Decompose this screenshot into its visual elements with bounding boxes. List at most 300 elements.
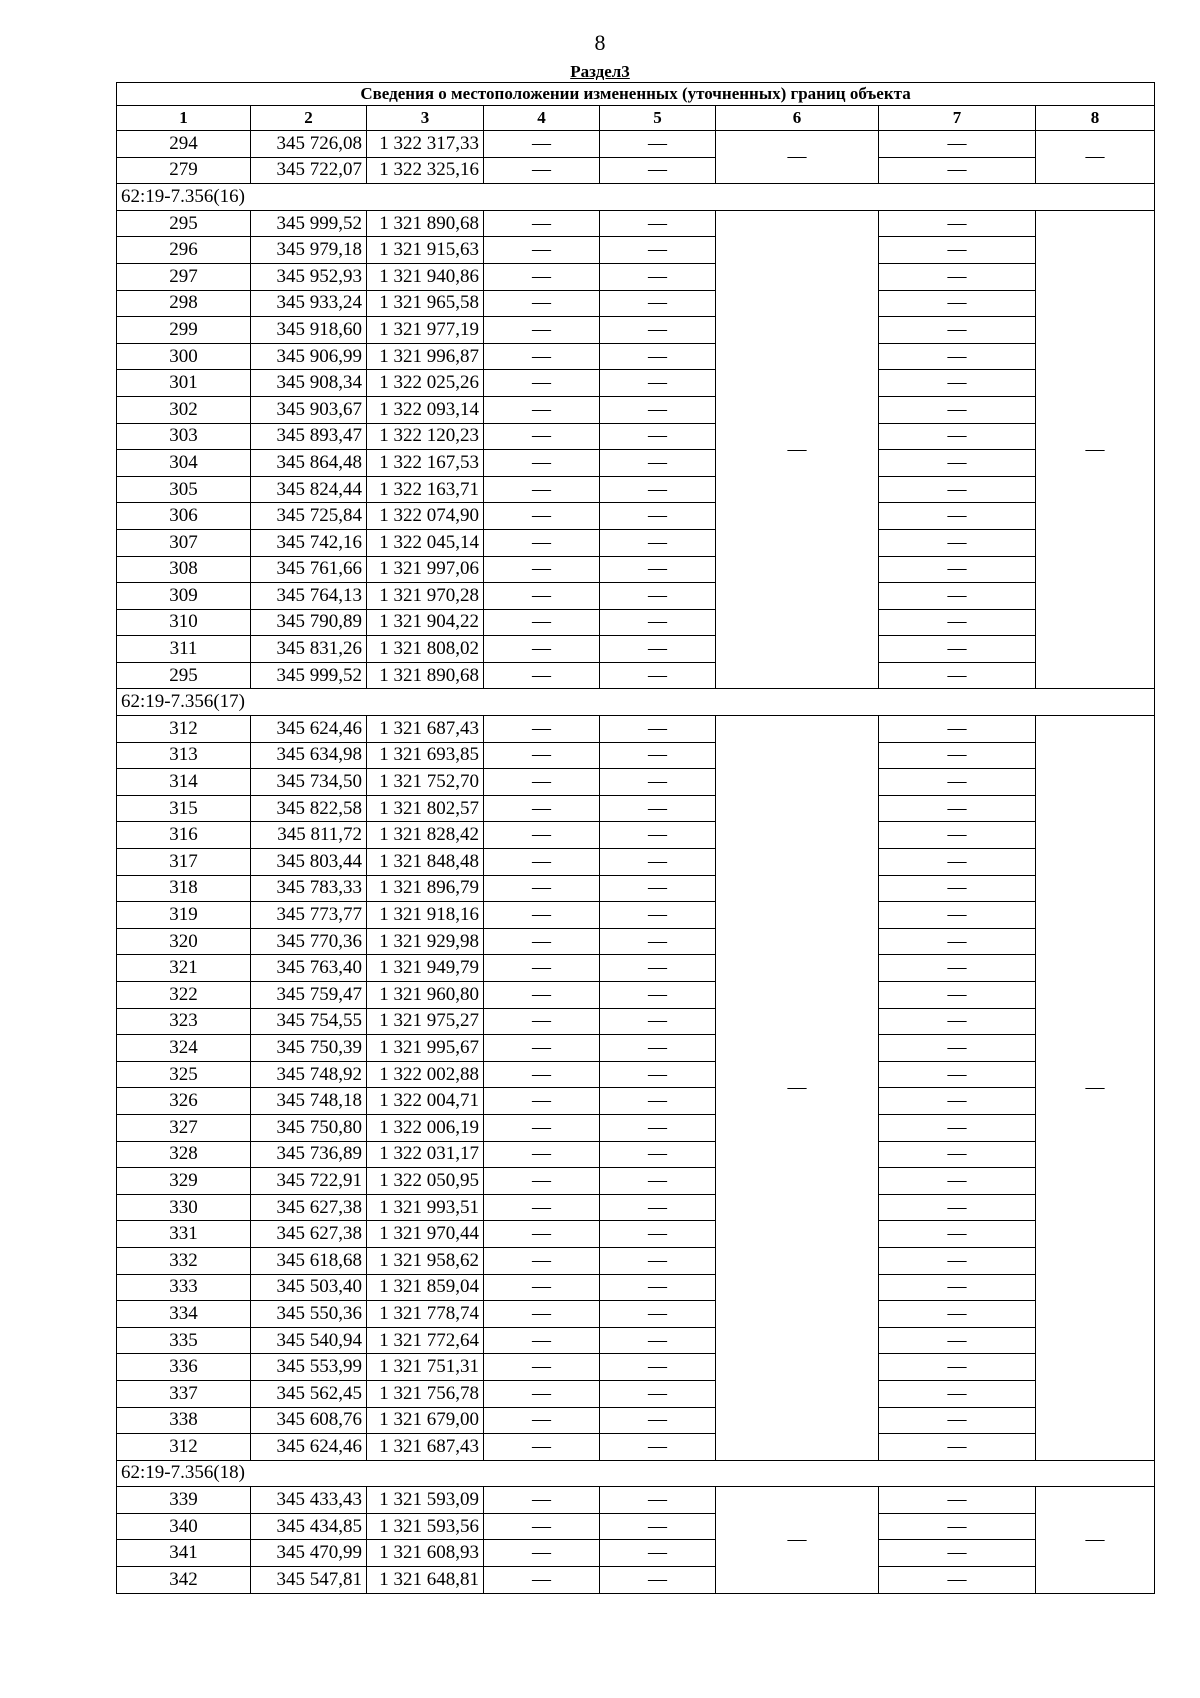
column-4-cell: — bbox=[484, 822, 600, 849]
table-row bbox=[117, 1487, 1155, 1514]
column-5-cell: — bbox=[600, 1487, 716, 1514]
column-5-cell: — bbox=[600, 1035, 716, 1062]
column-4-cell: — bbox=[484, 583, 600, 610]
column-4-cell: — bbox=[484, 476, 600, 503]
x-coordinate-cell: 345 624,46 bbox=[251, 716, 367, 743]
table-row bbox=[117, 370, 1155, 397]
x-coordinate-cell: 345 822,58 bbox=[251, 795, 367, 822]
y-coordinate-cell: 1 321 970,44 bbox=[367, 1221, 484, 1248]
column-7-cell: — bbox=[879, 742, 1036, 769]
x-coordinate-cell: 345 952,93 bbox=[251, 263, 367, 290]
table-row bbox=[117, 396, 1155, 423]
x-coordinate-cell: 345 627,38 bbox=[251, 1221, 367, 1248]
column-4-cell: — bbox=[484, 1274, 600, 1301]
x-coordinate-cell: 345 553,99 bbox=[251, 1354, 367, 1381]
column-5-cell: — bbox=[600, 1141, 716, 1168]
table-row bbox=[117, 157, 1155, 184]
column-7-cell: — bbox=[879, 822, 1036, 849]
column-4-cell: — bbox=[484, 1194, 600, 1221]
column-8-merged-cell: — bbox=[1036, 716, 1155, 1461]
column-4-cell: — bbox=[484, 742, 600, 769]
point-number-cell: 311 bbox=[117, 636, 251, 663]
column-4-cell: — bbox=[484, 928, 600, 955]
column-4-cell: — bbox=[484, 1061, 600, 1088]
column-number: 8 bbox=[1036, 106, 1155, 131]
table-row bbox=[117, 529, 1155, 556]
x-coordinate-cell: 345 742,16 bbox=[251, 529, 367, 556]
y-coordinate-cell: 1 321 859,04 bbox=[367, 1274, 484, 1301]
point-number-cell: 328 bbox=[117, 1141, 251, 1168]
page-number: 8 bbox=[594, 30, 606, 55]
point-number-cell: 342 bbox=[117, 1567, 251, 1594]
x-coordinate-cell: 345 908,34 bbox=[251, 370, 367, 397]
column-5-cell: — bbox=[600, 1088, 716, 1115]
column-5-cell: — bbox=[600, 1274, 716, 1301]
x-coordinate-cell: 345 918,60 bbox=[251, 317, 367, 344]
column-4-cell: — bbox=[484, 370, 600, 397]
column-4-cell: — bbox=[484, 1487, 600, 1514]
column-5-cell: — bbox=[600, 1327, 716, 1354]
column-7-cell: — bbox=[879, 1487, 1036, 1514]
column-7-cell: — bbox=[879, 317, 1036, 344]
column-4-cell: — bbox=[484, 237, 600, 264]
point-number-cell: 306 bbox=[117, 503, 251, 530]
column-7-cell: — bbox=[879, 396, 1036, 423]
column-4-cell: — bbox=[484, 529, 600, 556]
y-coordinate-cell: 1 321 993,51 bbox=[367, 1194, 484, 1221]
point-number-cell: 302 bbox=[117, 396, 251, 423]
table-row bbox=[117, 1567, 1155, 1594]
column-4-cell: — bbox=[484, 556, 600, 583]
x-coordinate-cell: 345 722,91 bbox=[251, 1168, 367, 1195]
column-5-cell: — bbox=[600, 795, 716, 822]
point-number-cell: 300 bbox=[117, 343, 251, 370]
column-7-cell: — bbox=[879, 370, 1036, 397]
column-5-cell: — bbox=[600, 742, 716, 769]
point-number-cell: 314 bbox=[117, 769, 251, 796]
column-5-cell: — bbox=[600, 1567, 716, 1594]
x-coordinate-cell: 345 770,36 bbox=[251, 928, 367, 955]
column-5-cell: — bbox=[600, 263, 716, 290]
column-4-cell: — bbox=[484, 902, 600, 929]
x-coordinate-cell: 345 627,38 bbox=[251, 1194, 367, 1221]
x-coordinate-cell: 345 736,89 bbox=[251, 1141, 367, 1168]
column-7-cell: — bbox=[879, 210, 1036, 237]
column-4-cell: — bbox=[484, 609, 600, 636]
x-coordinate-cell: 345 562,45 bbox=[251, 1380, 367, 1407]
column-4-cell: — bbox=[484, 875, 600, 902]
column-5-cell: — bbox=[600, 343, 716, 370]
point-number-cell: 339 bbox=[117, 1487, 251, 1514]
column-7-cell: — bbox=[879, 556, 1036, 583]
column-6-merged-cell: — bbox=[716, 1487, 879, 1593]
column-number: 6 bbox=[716, 106, 879, 131]
point-number-cell: 312 bbox=[117, 1434, 251, 1461]
y-coordinate-cell: 1 321 648,81 bbox=[367, 1567, 484, 1594]
x-coordinate-cell: 345 550,36 bbox=[251, 1301, 367, 1328]
point-number-cell: 331 bbox=[117, 1221, 251, 1248]
column-5-cell: — bbox=[600, 450, 716, 477]
column-5-cell: — bbox=[600, 1380, 716, 1407]
y-coordinate-cell: 1 321 848,48 bbox=[367, 849, 484, 876]
column-7-cell: — bbox=[879, 1141, 1036, 1168]
point-number-cell: 338 bbox=[117, 1407, 251, 1434]
point-number-cell: 337 bbox=[117, 1380, 251, 1407]
column-7-cell: — bbox=[879, 237, 1036, 264]
parcel-label: 62:19-7.356(17) bbox=[117, 689, 1155, 716]
column-4-cell: — bbox=[484, 1221, 600, 1248]
table-row bbox=[117, 1247, 1155, 1274]
point-number-cell: 319 bbox=[117, 902, 251, 929]
column-5-cell: — bbox=[600, 636, 716, 663]
point-number-cell: 295 bbox=[117, 662, 251, 689]
table-row bbox=[117, 1088, 1155, 1115]
point-number-cell: 325 bbox=[117, 1061, 251, 1088]
x-coordinate-cell: 345 470,99 bbox=[251, 1540, 367, 1567]
column-5-cell: — bbox=[600, 849, 716, 876]
column-5-cell: — bbox=[600, 822, 716, 849]
point-number-cell: 299 bbox=[117, 317, 251, 344]
table-row bbox=[117, 290, 1155, 317]
column-5-cell: — bbox=[600, 503, 716, 530]
point-number-cell: 334 bbox=[117, 1301, 251, 1328]
column-7-cell: — bbox=[879, 636, 1036, 663]
column-4-cell: — bbox=[484, 636, 600, 663]
column-number: 2 bbox=[251, 106, 367, 131]
table-row bbox=[117, 955, 1155, 982]
x-coordinate-cell: 345 906,99 bbox=[251, 343, 367, 370]
column-5-cell: — bbox=[600, 1301, 716, 1328]
column-4-cell: — bbox=[484, 396, 600, 423]
table-row bbox=[117, 1380, 1155, 1407]
column-4-cell: — bbox=[484, 849, 600, 876]
column-5-cell: — bbox=[600, 955, 716, 982]
table-row bbox=[117, 1061, 1155, 1088]
column-4-cell: — bbox=[484, 955, 600, 982]
point-number-cell: 295 bbox=[117, 210, 251, 237]
column-4-cell: — bbox=[484, 1327, 600, 1354]
column-7-cell: — bbox=[879, 928, 1036, 955]
x-coordinate-cell: 345 748,92 bbox=[251, 1061, 367, 1088]
column-4-cell: — bbox=[484, 982, 600, 1009]
column-5-cell: — bbox=[600, 476, 716, 503]
y-coordinate-cell: 1 321 687,43 bbox=[367, 716, 484, 743]
column-5-cell: — bbox=[600, 1354, 716, 1381]
y-coordinate-cell: 1 321 593,09 bbox=[367, 1487, 484, 1514]
y-coordinate-cell: 1 321 802,57 bbox=[367, 795, 484, 822]
y-coordinate-cell: 1 321 687,43 bbox=[367, 1434, 484, 1461]
x-coordinate-cell: 345 434,85 bbox=[251, 1513, 367, 1540]
y-coordinate-cell: 1 322 074,90 bbox=[367, 503, 484, 530]
point-number-cell: 316 bbox=[117, 822, 251, 849]
column-7-cell: — bbox=[879, 476, 1036, 503]
y-coordinate-cell: 1 322 004,71 bbox=[367, 1088, 484, 1115]
table-row bbox=[117, 343, 1155, 370]
table-row bbox=[117, 263, 1155, 290]
x-coordinate-cell: 345 618,68 bbox=[251, 1247, 367, 1274]
column-5-cell: — bbox=[600, 423, 716, 450]
point-number-cell: 296 bbox=[117, 237, 251, 264]
y-coordinate-cell: 1 321 752,70 bbox=[367, 769, 484, 796]
column-5-cell: — bbox=[600, 1221, 716, 1248]
column-5-cell: — bbox=[600, 157, 716, 184]
point-number-cell: 294 bbox=[117, 131, 251, 158]
column-4-cell: — bbox=[484, 1114, 600, 1141]
column-4-cell: — bbox=[484, 1168, 600, 1195]
point-number-cell: 318 bbox=[117, 875, 251, 902]
parcel-header-row bbox=[117, 1460, 1155, 1487]
column-5-cell: — bbox=[600, 237, 716, 264]
y-coordinate-cell: 1 321 940,86 bbox=[367, 263, 484, 290]
column-7-cell: — bbox=[879, 157, 1036, 184]
y-coordinate-cell: 1 321 975,27 bbox=[367, 1008, 484, 1035]
column-7-cell: — bbox=[879, 1327, 1036, 1354]
column-4-cell: — bbox=[484, 769, 600, 796]
column-7-cell: — bbox=[879, 1061, 1036, 1088]
column-7-cell: — bbox=[879, 1247, 1036, 1274]
column-4-cell: — bbox=[484, 1380, 600, 1407]
y-coordinate-cell: 1 321 808,02 bbox=[367, 636, 484, 663]
column-5-cell: — bbox=[600, 1540, 716, 1567]
column-7-cell: — bbox=[879, 1194, 1036, 1221]
table-row bbox=[117, 849, 1155, 876]
x-coordinate-cell: 345 824,44 bbox=[251, 476, 367, 503]
column-4-cell: — bbox=[484, 795, 600, 822]
x-coordinate-cell: 345 503,40 bbox=[251, 1274, 367, 1301]
x-coordinate-cell: 345 759,47 bbox=[251, 982, 367, 1009]
parcel-header-row bbox=[117, 184, 1155, 211]
point-number-cell: 310 bbox=[117, 609, 251, 636]
y-coordinate-cell: 1 322 050,95 bbox=[367, 1168, 484, 1195]
x-coordinate-cell: 345 750,39 bbox=[251, 1035, 367, 1062]
x-coordinate-cell: 345 893,47 bbox=[251, 423, 367, 450]
table-row bbox=[117, 1540, 1155, 1567]
point-number-cell: 327 bbox=[117, 1114, 251, 1141]
x-coordinate-cell: 345 811,72 bbox=[251, 822, 367, 849]
table-row bbox=[117, 1194, 1155, 1221]
column-7-cell: — bbox=[879, 529, 1036, 556]
point-number-cell: 279 bbox=[117, 157, 251, 184]
table-caption-row bbox=[117, 83, 1155, 106]
y-coordinate-cell: 1 322 163,71 bbox=[367, 476, 484, 503]
column-7-cell: — bbox=[879, 1301, 1036, 1328]
x-coordinate-cell: 345 734,50 bbox=[251, 769, 367, 796]
y-coordinate-cell: 1 322 031,17 bbox=[367, 1141, 484, 1168]
column-7-cell: — bbox=[879, 263, 1036, 290]
x-coordinate-cell: 345 933,24 bbox=[251, 290, 367, 317]
column-5-cell: — bbox=[600, 1168, 716, 1195]
x-coordinate-cell: 345 864,48 bbox=[251, 450, 367, 477]
point-number-cell: 308 bbox=[117, 556, 251, 583]
column-5-cell: — bbox=[600, 1513, 716, 1540]
y-coordinate-cell: 1 322 317,33 bbox=[367, 131, 484, 158]
point-number-cell: 307 bbox=[117, 529, 251, 556]
x-coordinate-cell: 345 999,52 bbox=[251, 662, 367, 689]
column-4-cell: — bbox=[484, 450, 600, 477]
table-row bbox=[117, 769, 1155, 796]
y-coordinate-cell: 1 321 949,79 bbox=[367, 955, 484, 982]
column-7-cell: — bbox=[879, 1567, 1036, 1594]
x-coordinate-cell: 345 754,55 bbox=[251, 1008, 367, 1035]
column-7-cell: — bbox=[879, 662, 1036, 689]
point-number-cell: 303 bbox=[117, 423, 251, 450]
column-7-cell: — bbox=[879, 131, 1036, 158]
table-row bbox=[117, 317, 1155, 344]
column-5-cell: — bbox=[600, 210, 716, 237]
column-5-cell: — bbox=[600, 131, 716, 158]
column-7-cell: — bbox=[879, 1088, 1036, 1115]
column-4-cell: — bbox=[484, 1301, 600, 1328]
table-row bbox=[117, 902, 1155, 929]
column-4-cell: — bbox=[484, 662, 600, 689]
column-7-cell: — bbox=[879, 503, 1036, 530]
x-coordinate-cell: 345 803,44 bbox=[251, 849, 367, 876]
column-5-cell: — bbox=[600, 1061, 716, 1088]
table-row bbox=[117, 450, 1155, 477]
point-number-cell: 333 bbox=[117, 1274, 251, 1301]
column-5-cell: — bbox=[600, 1434, 716, 1461]
column-7-cell: — bbox=[879, 1035, 1036, 1062]
y-coordinate-cell: 1 321 997,06 bbox=[367, 556, 484, 583]
table-row bbox=[117, 609, 1155, 636]
x-coordinate-cell: 345 608,76 bbox=[251, 1407, 367, 1434]
y-coordinate-cell: 1 321 751,31 bbox=[367, 1354, 484, 1381]
column-number: 7 bbox=[879, 106, 1036, 131]
column-4-cell: — bbox=[484, 1567, 600, 1594]
column-7-cell: — bbox=[879, 955, 1036, 982]
x-coordinate-cell: 345 763,40 bbox=[251, 955, 367, 982]
column-5-cell: — bbox=[600, 875, 716, 902]
table-row bbox=[117, 131, 1155, 158]
column-7-cell: — bbox=[879, 902, 1036, 929]
table-row bbox=[117, 1513, 1155, 1540]
y-coordinate-cell: 1 321 608,93 bbox=[367, 1540, 484, 1567]
x-coordinate-cell: 345 790,89 bbox=[251, 609, 367, 636]
y-coordinate-cell: 1 321 593,56 bbox=[367, 1513, 484, 1540]
y-coordinate-cell: 1 321 756,78 bbox=[367, 1380, 484, 1407]
point-number-cell: 313 bbox=[117, 742, 251, 769]
table-row bbox=[117, 1141, 1155, 1168]
column-4-cell: — bbox=[484, 290, 600, 317]
column-5-cell: — bbox=[600, 529, 716, 556]
y-coordinate-cell: 1 321 929,98 bbox=[367, 928, 484, 955]
column-8-merged-cell: — bbox=[1036, 131, 1155, 184]
table-row bbox=[117, 928, 1155, 955]
table-row bbox=[117, 662, 1155, 689]
y-coordinate-cell: 1 322 093,14 bbox=[367, 396, 484, 423]
point-number-cell: 332 bbox=[117, 1247, 251, 1274]
column-8-merged-cell: — bbox=[1036, 1487, 1155, 1593]
x-coordinate-cell: 345 624,46 bbox=[251, 1434, 367, 1461]
column-7-cell: — bbox=[879, 1540, 1036, 1567]
point-number-cell: 305 bbox=[117, 476, 251, 503]
column-7-cell: — bbox=[879, 875, 1036, 902]
y-coordinate-cell: 1 322 002,88 bbox=[367, 1061, 484, 1088]
point-number-cell: 335 bbox=[117, 1327, 251, 1354]
y-coordinate-cell: 1 321 996,87 bbox=[367, 343, 484, 370]
point-number-cell: 298 bbox=[117, 290, 251, 317]
x-coordinate-cell: 345 764,13 bbox=[251, 583, 367, 610]
column-5-cell: — bbox=[600, 928, 716, 955]
column-4-cell: — bbox=[484, 1540, 600, 1567]
column-4-cell: — bbox=[484, 1008, 600, 1035]
column-5-cell: — bbox=[600, 396, 716, 423]
point-number-cell: 317 bbox=[117, 849, 251, 876]
point-number-cell: 340 bbox=[117, 1513, 251, 1540]
x-coordinate-cell: 345 773,77 bbox=[251, 902, 367, 929]
point-number-cell: 312 bbox=[117, 716, 251, 743]
table-row bbox=[117, 716, 1155, 743]
table-row bbox=[117, 556, 1155, 583]
point-number-cell: 341 bbox=[117, 1540, 251, 1567]
column-4-cell: — bbox=[484, 263, 600, 290]
column-4-cell: — bbox=[484, 423, 600, 450]
table-row bbox=[117, 795, 1155, 822]
column-7-cell: — bbox=[879, 583, 1036, 610]
column-5-cell: — bbox=[600, 716, 716, 743]
parcel-label: 62:19-7.356(18) bbox=[117, 1460, 1155, 1487]
column-4-cell: — bbox=[484, 503, 600, 530]
column-number-row bbox=[117, 106, 1155, 131]
column-7-cell: — bbox=[879, 1274, 1036, 1301]
x-coordinate-cell: 345 540,94 bbox=[251, 1327, 367, 1354]
column-7-cell: — bbox=[879, 1434, 1036, 1461]
boundary-coordinates-table bbox=[116, 82, 1155, 1594]
column-number: 1 bbox=[117, 106, 251, 131]
column-5-cell: — bbox=[600, 1407, 716, 1434]
point-number-cell: 304 bbox=[117, 450, 251, 477]
column-5-cell: — bbox=[600, 583, 716, 610]
column-4-cell: — bbox=[484, 1141, 600, 1168]
y-coordinate-cell: 1 321 679,00 bbox=[367, 1407, 484, 1434]
column-5-cell: — bbox=[600, 317, 716, 344]
column-7-cell: — bbox=[879, 423, 1036, 450]
column-5-cell: — bbox=[600, 1008, 716, 1035]
column-7-cell: — bbox=[879, 716, 1036, 743]
column-7-cell: — bbox=[879, 1380, 1036, 1407]
x-coordinate-cell: 345 726,08 bbox=[251, 131, 367, 158]
table-row bbox=[117, 875, 1155, 902]
column-5-cell: — bbox=[600, 370, 716, 397]
table-row bbox=[117, 1008, 1155, 1035]
point-number-cell: 309 bbox=[117, 583, 251, 610]
table-row bbox=[117, 1327, 1155, 1354]
column-5-cell: — bbox=[600, 902, 716, 929]
x-coordinate-cell: 345 547,81 bbox=[251, 1567, 367, 1594]
table-body bbox=[117, 131, 1155, 1594]
point-number-cell: 320 bbox=[117, 928, 251, 955]
table-row bbox=[117, 1301, 1155, 1328]
x-coordinate-cell: 345 999,52 bbox=[251, 210, 367, 237]
table-row bbox=[117, 1168, 1155, 1195]
parcel-label: 62:19-7.356(16) bbox=[117, 184, 1155, 211]
point-number-cell: 329 bbox=[117, 1168, 251, 1195]
y-coordinate-cell: 1 321 965,58 bbox=[367, 290, 484, 317]
column-4-cell: — bbox=[484, 1354, 600, 1381]
y-coordinate-cell: 1 322 120,23 bbox=[367, 423, 484, 450]
point-number-cell: 324 bbox=[117, 1035, 251, 1062]
x-coordinate-cell: 345 722,07 bbox=[251, 157, 367, 184]
table-row bbox=[117, 1114, 1155, 1141]
column-7-cell: — bbox=[879, 1114, 1036, 1141]
column-6-merged-cell: — bbox=[716, 210, 879, 689]
column-7-cell: — bbox=[879, 795, 1036, 822]
column-7-cell: — bbox=[879, 1221, 1036, 1248]
column-7-cell: — bbox=[879, 1008, 1036, 1035]
column-5-cell: — bbox=[600, 1114, 716, 1141]
column-4-cell: — bbox=[484, 1513, 600, 1540]
column-4-cell: — bbox=[484, 716, 600, 743]
